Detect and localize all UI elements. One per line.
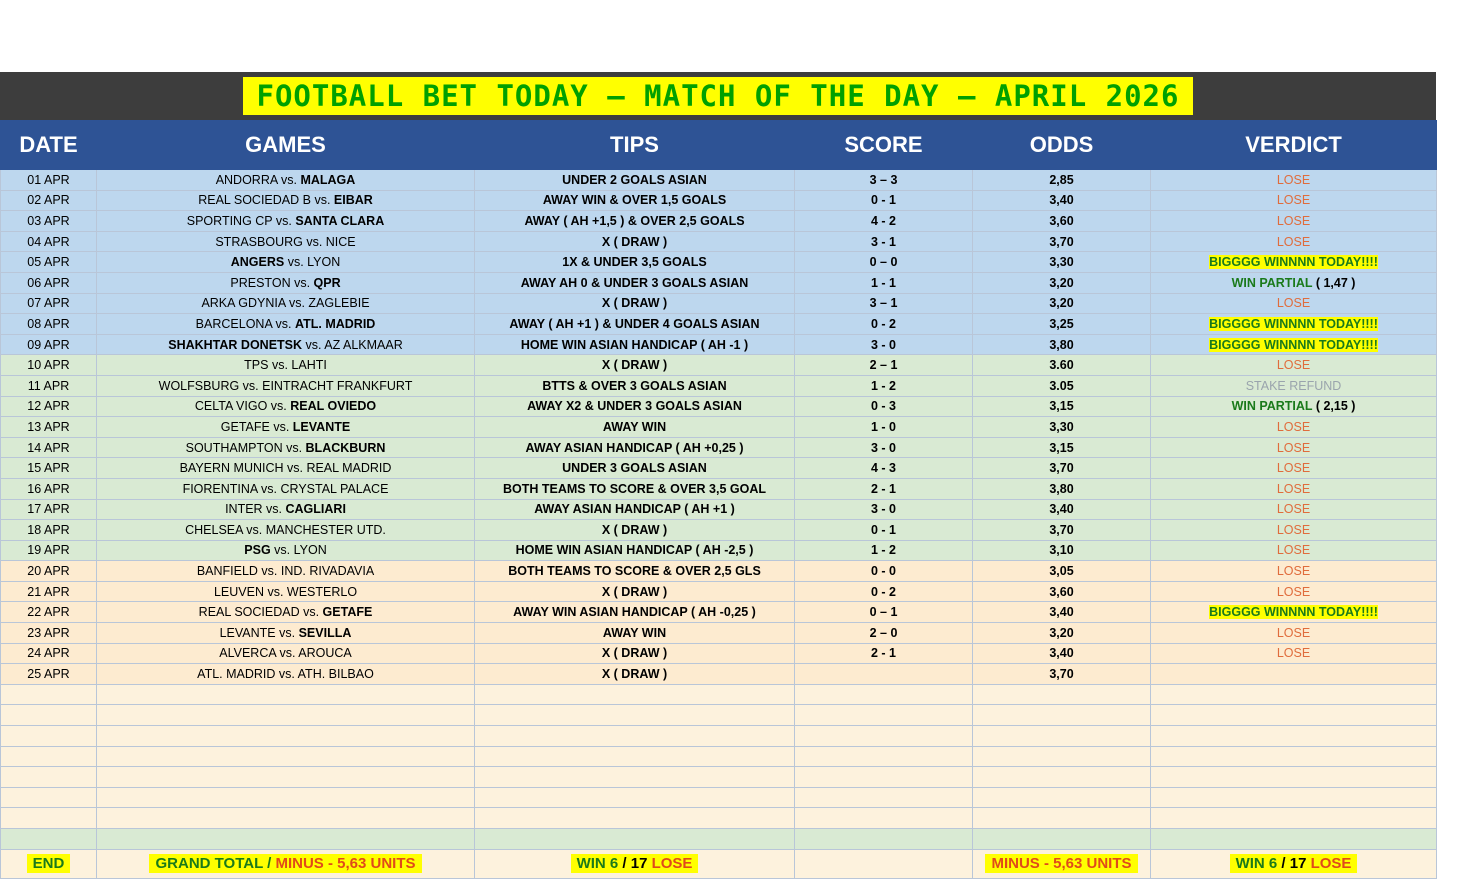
table-row-empty bbox=[1, 787, 1437, 808]
table-header-row bbox=[1, 121, 1437, 170]
cell-score bbox=[795, 664, 973, 685]
cell-date: 23 APR bbox=[1, 623, 97, 644]
cell-odds: 3,15 bbox=[973, 396, 1151, 417]
total-score bbox=[795, 849, 973, 878]
cell-tip: UNDER 2 GOALS ASIAN bbox=[475, 170, 795, 191]
table-row bbox=[1, 623, 1437, 644]
cell-tip: AWAY X2 & UNDER 3 GOALS ASIAN bbox=[475, 396, 795, 417]
cell-score: 0 – 0 bbox=[795, 252, 973, 273]
cell-tip: AWAY ASIAN HANDICAP ( AH +1 ) bbox=[475, 499, 795, 520]
cell-game: FIORENTINA vs. CRYSTAL PALACE bbox=[97, 478, 475, 499]
table-row bbox=[1, 334, 1437, 355]
cell-date: 08 APR bbox=[1, 314, 97, 335]
cell-odds: 3,70 bbox=[973, 520, 1151, 541]
table-row bbox=[1, 417, 1437, 438]
total-end: END bbox=[1, 849, 97, 878]
cell-date: 10 APR bbox=[1, 355, 97, 376]
cell-empty bbox=[1, 808, 97, 829]
cell-empty bbox=[795, 684, 973, 705]
cell-tip: UNDER 3 GOALS ASIAN bbox=[475, 458, 795, 479]
cell-empty bbox=[97, 808, 475, 829]
column-header-score: SCORE bbox=[795, 121, 973, 170]
cell-verdict: LOSE bbox=[1151, 643, 1437, 664]
cell-game: SHAKHTAR DONETSK vs. AZ ALKMAAR bbox=[97, 334, 475, 355]
cell-game: REAL SOCIEDAD B vs. EIBAR bbox=[97, 190, 475, 211]
cell-odds: 3,20 bbox=[973, 272, 1151, 293]
cell-tip: AWAY WIN & OVER 1,5 GOALS bbox=[475, 190, 795, 211]
cell-empty bbox=[1151, 746, 1437, 767]
cell-score: 3 – 1 bbox=[795, 293, 973, 314]
cell-game: STRASBOURG vs. NICE bbox=[97, 231, 475, 252]
column-header-date: DATE bbox=[1, 121, 97, 170]
cell-game: ARKA GDYNIA vs. ZAGLEBIE bbox=[97, 293, 475, 314]
cell-empty bbox=[1151, 684, 1437, 705]
total-tips: WIN 6 / 17 LOSE bbox=[475, 849, 795, 878]
cell-verdict: LOSE bbox=[1151, 190, 1437, 211]
cell-game: GETAFE vs. LEVANTE bbox=[97, 417, 475, 438]
cell-score: 4 - 3 bbox=[795, 458, 973, 479]
cell-empty bbox=[795, 808, 973, 829]
cell-empty bbox=[795, 726, 973, 747]
cell-odds: 3.05 bbox=[973, 375, 1151, 396]
table-row-empty bbox=[1, 705, 1437, 726]
cell-date: 20 APR bbox=[1, 561, 97, 582]
cell-empty bbox=[1, 726, 97, 747]
cell-odds: 3,70 bbox=[973, 458, 1151, 479]
cell-date: 18 APR bbox=[1, 520, 97, 541]
cell-verdict: LOSE bbox=[1151, 499, 1437, 520]
table-row bbox=[1, 396, 1437, 417]
cell-odds: 3,70 bbox=[973, 664, 1151, 685]
cell-game: INTER vs. CAGLIARI bbox=[97, 499, 475, 520]
cell-verdict bbox=[1151, 664, 1437, 685]
table-row bbox=[1, 499, 1437, 520]
cell-odds: 3,40 bbox=[973, 602, 1151, 623]
table-row-empty bbox=[1, 746, 1437, 767]
total-odds: MINUS - 5,63 UNITS bbox=[973, 849, 1151, 878]
cell-score: 1 - 2 bbox=[795, 540, 973, 561]
table-row bbox=[1, 252, 1437, 273]
cell-empty bbox=[1, 746, 97, 767]
cell-verdict: LOSE bbox=[1151, 561, 1437, 582]
cell-empty bbox=[973, 746, 1151, 767]
cell-empty bbox=[1151, 705, 1437, 726]
table-row bbox=[1, 272, 1437, 293]
cell-odds: 3,80 bbox=[973, 334, 1151, 355]
cell-empty bbox=[973, 767, 1151, 788]
column-header-tips: TIPS bbox=[475, 121, 795, 170]
cell-date: 25 APR bbox=[1, 664, 97, 685]
cell-empty bbox=[795, 705, 973, 726]
cell-empty bbox=[1, 705, 97, 726]
cell-verdict: BIGGGG WINNNN TODAY!!!! bbox=[1151, 334, 1437, 355]
cell-tip: X ( DRAW ) bbox=[475, 293, 795, 314]
cell-empty bbox=[1, 787, 97, 808]
cell-score: 0 - 0 bbox=[795, 561, 973, 582]
cell-game: TPS vs. LAHTI bbox=[97, 355, 475, 376]
cell-verdict: LOSE bbox=[1151, 520, 1437, 541]
column-header-games: GAMES bbox=[97, 121, 475, 170]
cell-empty bbox=[97, 746, 475, 767]
table-row bbox=[1, 540, 1437, 561]
cell-tip: X ( DRAW ) bbox=[475, 520, 795, 541]
cell-game: SPORTING CP vs. SANTA CLARA bbox=[97, 211, 475, 232]
cell-empty bbox=[973, 684, 1151, 705]
cell-empty bbox=[795, 767, 973, 788]
cell-score: 2 – 0 bbox=[795, 623, 973, 644]
cell-verdict: LOSE bbox=[1151, 231, 1437, 252]
cell-tip: BOTH TEAMS TO SCORE & OVER 3,5 GOAL bbox=[475, 478, 795, 499]
cell-date: 15 APR bbox=[1, 458, 97, 479]
cell-game: LEUVEN vs. WESTERLO bbox=[97, 581, 475, 602]
betting-sheet bbox=[0, 72, 1436, 879]
cell-tip: 1X & UNDER 3,5 GOALS bbox=[475, 252, 795, 273]
cell-tip: BOTH TEAMS TO SCORE & OVER 2,5 GLS bbox=[475, 561, 795, 582]
cell-empty bbox=[475, 808, 795, 829]
table-body bbox=[1, 170, 1437, 879]
cell-empty bbox=[973, 808, 1151, 829]
total-grand: GRAND TOTAL / MINUS - 5,63 UNITS bbox=[97, 849, 475, 878]
cell-game: SOUTHAMPTON vs. BLACKBURN bbox=[97, 437, 475, 458]
cell-empty bbox=[475, 684, 795, 705]
cell-tip: AWAY WIN bbox=[475, 417, 795, 438]
cell-score: 1 - 0 bbox=[795, 417, 973, 438]
cell-odds: 3,20 bbox=[973, 623, 1151, 644]
column-header-verdict: VERDICT bbox=[1151, 121, 1437, 170]
cell-date: 17 APR bbox=[1, 499, 97, 520]
cell-odds: 3,10 bbox=[973, 540, 1151, 561]
cell-empty bbox=[973, 787, 1151, 808]
table-row bbox=[1, 190, 1437, 211]
cell-date: 02 APR bbox=[1, 190, 97, 211]
cell-verdict: BIGGGG WINNNN TODAY!!!! bbox=[1151, 252, 1437, 273]
cell-empty bbox=[97, 705, 475, 726]
cell-date: 19 APR bbox=[1, 540, 97, 561]
cell-date: 01 APR bbox=[1, 170, 97, 191]
cell-date: 21 APR bbox=[1, 581, 97, 602]
cell-score: 2 – 1 bbox=[795, 355, 973, 376]
cell-empty bbox=[1, 684, 97, 705]
cell-verdict: BIGGGG WINNNN TODAY!!!! bbox=[1151, 602, 1437, 623]
cell-game: BANFIELD vs. IND. RIVADAVIA bbox=[97, 561, 475, 582]
cell-score: 0 - 3 bbox=[795, 396, 973, 417]
cell-odds: 3,60 bbox=[973, 581, 1151, 602]
cell-date: 09 APR bbox=[1, 334, 97, 355]
cell-verdict: LOSE bbox=[1151, 623, 1437, 644]
cell-odds: 3,30 bbox=[973, 417, 1151, 438]
cell-score: 2 - 1 bbox=[795, 643, 973, 664]
cell-date: 04 APR bbox=[1, 231, 97, 252]
cell-score: 3 - 0 bbox=[795, 499, 973, 520]
table-row-empty bbox=[1, 684, 1437, 705]
cell-odds: 3,20 bbox=[973, 293, 1151, 314]
cell-empty bbox=[475, 746, 795, 767]
cell-score: 4 - 2 bbox=[795, 211, 973, 232]
cell-game: CHELSEA vs. MANCHESTER UTD. bbox=[97, 520, 475, 541]
cell-score: 0 - 1 bbox=[795, 190, 973, 211]
cell-verdict: BIGGGG WINNNN TODAY!!!! bbox=[1151, 314, 1437, 335]
cell-odds: 2,85 bbox=[973, 170, 1151, 191]
cell-empty bbox=[475, 705, 795, 726]
table-row bbox=[1, 314, 1437, 335]
cell-date: 11 APR bbox=[1, 375, 97, 396]
table-row bbox=[1, 520, 1437, 541]
cell-game: PRESTON vs. QPR bbox=[97, 272, 475, 293]
cell-tip: HOME WIN ASIAN HANDICAP ( AH -2,5 ) bbox=[475, 540, 795, 561]
cell-tip: AWAY ( AH +1,5 ) & OVER 2,5 GOALS bbox=[475, 211, 795, 232]
cell-tip: AWAY WIN bbox=[475, 623, 795, 644]
cell-tip: X ( DRAW ) bbox=[475, 581, 795, 602]
cell-game: ANGERS vs. LYON bbox=[97, 252, 475, 273]
cell-odds: 3.60 bbox=[973, 355, 1151, 376]
cell-empty bbox=[795, 746, 973, 767]
cell-tip: X ( DRAW ) bbox=[475, 664, 795, 685]
table-row bbox=[1, 602, 1437, 623]
table-row bbox=[1, 664, 1437, 685]
cell-date: 14 APR bbox=[1, 437, 97, 458]
cell-tip: X ( DRAW ) bbox=[475, 643, 795, 664]
cell-verdict: LOSE bbox=[1151, 211, 1437, 232]
title-bar bbox=[0, 72, 1436, 120]
cell-verdict: LOSE bbox=[1151, 437, 1437, 458]
cell-date: 12 APR bbox=[1, 396, 97, 417]
cell-verdict: LOSE bbox=[1151, 417, 1437, 438]
cell-game: WOLFSBURG vs. EINTRACHT FRANKFURT bbox=[97, 375, 475, 396]
table-row-empty bbox=[1, 808, 1437, 829]
cell-game: ANDORRA vs. MALAGA bbox=[97, 170, 475, 191]
cell-empty bbox=[1, 767, 97, 788]
table-row bbox=[1, 170, 1437, 191]
cell-empty bbox=[1151, 767, 1437, 788]
cell-game: ALVERCA vs. AROUCA bbox=[97, 643, 475, 664]
cell-date: 22 APR bbox=[1, 602, 97, 623]
cell-game: REAL SOCIEDAD vs. GETAFE bbox=[97, 602, 475, 623]
cell-verdict: LOSE bbox=[1151, 581, 1437, 602]
cell-empty bbox=[1151, 808, 1437, 829]
column-header-odds: ODDS bbox=[973, 121, 1151, 170]
cell-odds: 3,60 bbox=[973, 211, 1151, 232]
cell-verdict: LOSE bbox=[1151, 458, 1437, 479]
cell-date: 03 APR bbox=[1, 211, 97, 232]
cell-empty bbox=[1151, 726, 1437, 747]
cell-game: CELTA VIGO vs. REAL OVIEDO bbox=[97, 396, 475, 417]
total-verdict: WIN 6 / 17 LOSE bbox=[1151, 849, 1437, 878]
cell-score: 2 - 1 bbox=[795, 478, 973, 499]
cell-score: 1 - 1 bbox=[795, 272, 973, 293]
table-row bbox=[1, 643, 1437, 664]
cell-empty bbox=[1151, 787, 1437, 808]
cell-score: 1 - 2 bbox=[795, 375, 973, 396]
cell-game: PSG vs. LYON bbox=[97, 540, 475, 561]
cell-score: 3 – 3 bbox=[795, 170, 973, 191]
cell-game: ATL. MADRID vs. ATH. BILBAO bbox=[97, 664, 475, 685]
cell-odds: 3,80 bbox=[973, 478, 1151, 499]
cell-score: 3 - 0 bbox=[795, 437, 973, 458]
cell-game: BAYERN MUNICH vs. REAL MADRID bbox=[97, 458, 475, 479]
cell-date: 16 APR bbox=[1, 478, 97, 499]
cell-date: 07 APR bbox=[1, 293, 97, 314]
cell-verdict: LOSE bbox=[1151, 170, 1437, 191]
cell-empty bbox=[973, 726, 1151, 747]
cell-score: 0 - 2 bbox=[795, 314, 973, 335]
cell-tip: AWAY ASIAN HANDICAP ( AH +0,25 ) bbox=[475, 437, 795, 458]
cell-empty bbox=[475, 787, 795, 808]
cell-verdict: LOSE bbox=[1151, 293, 1437, 314]
cell-tip: X ( DRAW ) bbox=[475, 355, 795, 376]
cell-verdict: LOSE bbox=[1151, 478, 1437, 499]
cell-odds: 3,40 bbox=[973, 499, 1151, 520]
cell-empty bbox=[973, 705, 1151, 726]
cell-tip: AWAY WIN ASIAN HANDICAP ( AH -0,25 ) bbox=[475, 602, 795, 623]
cell-empty bbox=[97, 787, 475, 808]
table-row bbox=[1, 437, 1437, 458]
cell-odds: 3,30 bbox=[973, 252, 1151, 273]
cell-game: LEVANTE vs. SEVILLA bbox=[97, 623, 475, 644]
cell-odds: 3,70 bbox=[973, 231, 1151, 252]
cell-verdict: LOSE bbox=[1151, 540, 1437, 561]
cell-empty bbox=[97, 726, 475, 747]
cell-score: 3 - 0 bbox=[795, 334, 973, 355]
table-row bbox=[1, 211, 1437, 232]
table-row bbox=[1, 581, 1437, 602]
table-row bbox=[1, 231, 1437, 252]
cell-empty bbox=[475, 726, 795, 747]
table-row bbox=[1, 375, 1437, 396]
page-title: FOOTBALL BET TODAY – MATCH OF THE DAY – APRIL 2026 bbox=[243, 77, 1194, 115]
cell-score: 0 - 1 bbox=[795, 520, 973, 541]
cell-empty bbox=[97, 767, 475, 788]
cell-score: 0 - 2 bbox=[795, 581, 973, 602]
cell-verdict: WIN PARTIAL ( 1,47 ) bbox=[1151, 272, 1437, 293]
table-row bbox=[1, 561, 1437, 582]
table-row bbox=[1, 458, 1437, 479]
cell-odds: 3,05 bbox=[973, 561, 1151, 582]
table-row bbox=[1, 478, 1437, 499]
cell-date: 06 APR bbox=[1, 272, 97, 293]
cell-tip: BTTS & OVER 3 GOALS ASIAN bbox=[475, 375, 795, 396]
cell-date: 05 APR bbox=[1, 252, 97, 273]
cell-odds: 3,25 bbox=[973, 314, 1151, 335]
cell-date: 24 APR bbox=[1, 643, 97, 664]
cell-score: 3 - 1 bbox=[795, 231, 973, 252]
cell-date: 13 APR bbox=[1, 417, 97, 438]
table-row-empty bbox=[1, 767, 1437, 788]
table-row bbox=[1, 293, 1437, 314]
cell-verdict: WIN PARTIAL ( 2,15 ) bbox=[1151, 396, 1437, 417]
bets-table bbox=[0, 120, 1437, 879]
cell-odds: 3,15 bbox=[973, 437, 1151, 458]
cell-tip: X ( DRAW ) bbox=[475, 231, 795, 252]
cell-game: BARCELONA vs. ATL. MADRID bbox=[97, 314, 475, 335]
cell-empty bbox=[475, 767, 795, 788]
cell-verdict: LOSE bbox=[1151, 355, 1437, 376]
cell-tip: AWAY ( AH +1 ) & UNDER 4 GOALS ASIAN bbox=[475, 314, 795, 335]
cell-odds: 3,40 bbox=[973, 190, 1151, 211]
cell-tip: AWAY AH 0 & UNDER 3 GOALS ASIAN bbox=[475, 272, 795, 293]
cell-empty bbox=[795, 787, 973, 808]
cell-empty bbox=[97, 684, 475, 705]
table-total-row bbox=[1, 849, 1437, 878]
table-row-empty bbox=[1, 726, 1437, 747]
cell-tip: HOME WIN ASIAN HANDICAP ( AH -1 ) bbox=[475, 334, 795, 355]
cell-score: 0 – 1 bbox=[795, 602, 973, 623]
table-row bbox=[1, 355, 1437, 376]
cell-odds: 3,40 bbox=[973, 643, 1151, 664]
cell-verdict: STAKE REFUND bbox=[1151, 375, 1437, 396]
